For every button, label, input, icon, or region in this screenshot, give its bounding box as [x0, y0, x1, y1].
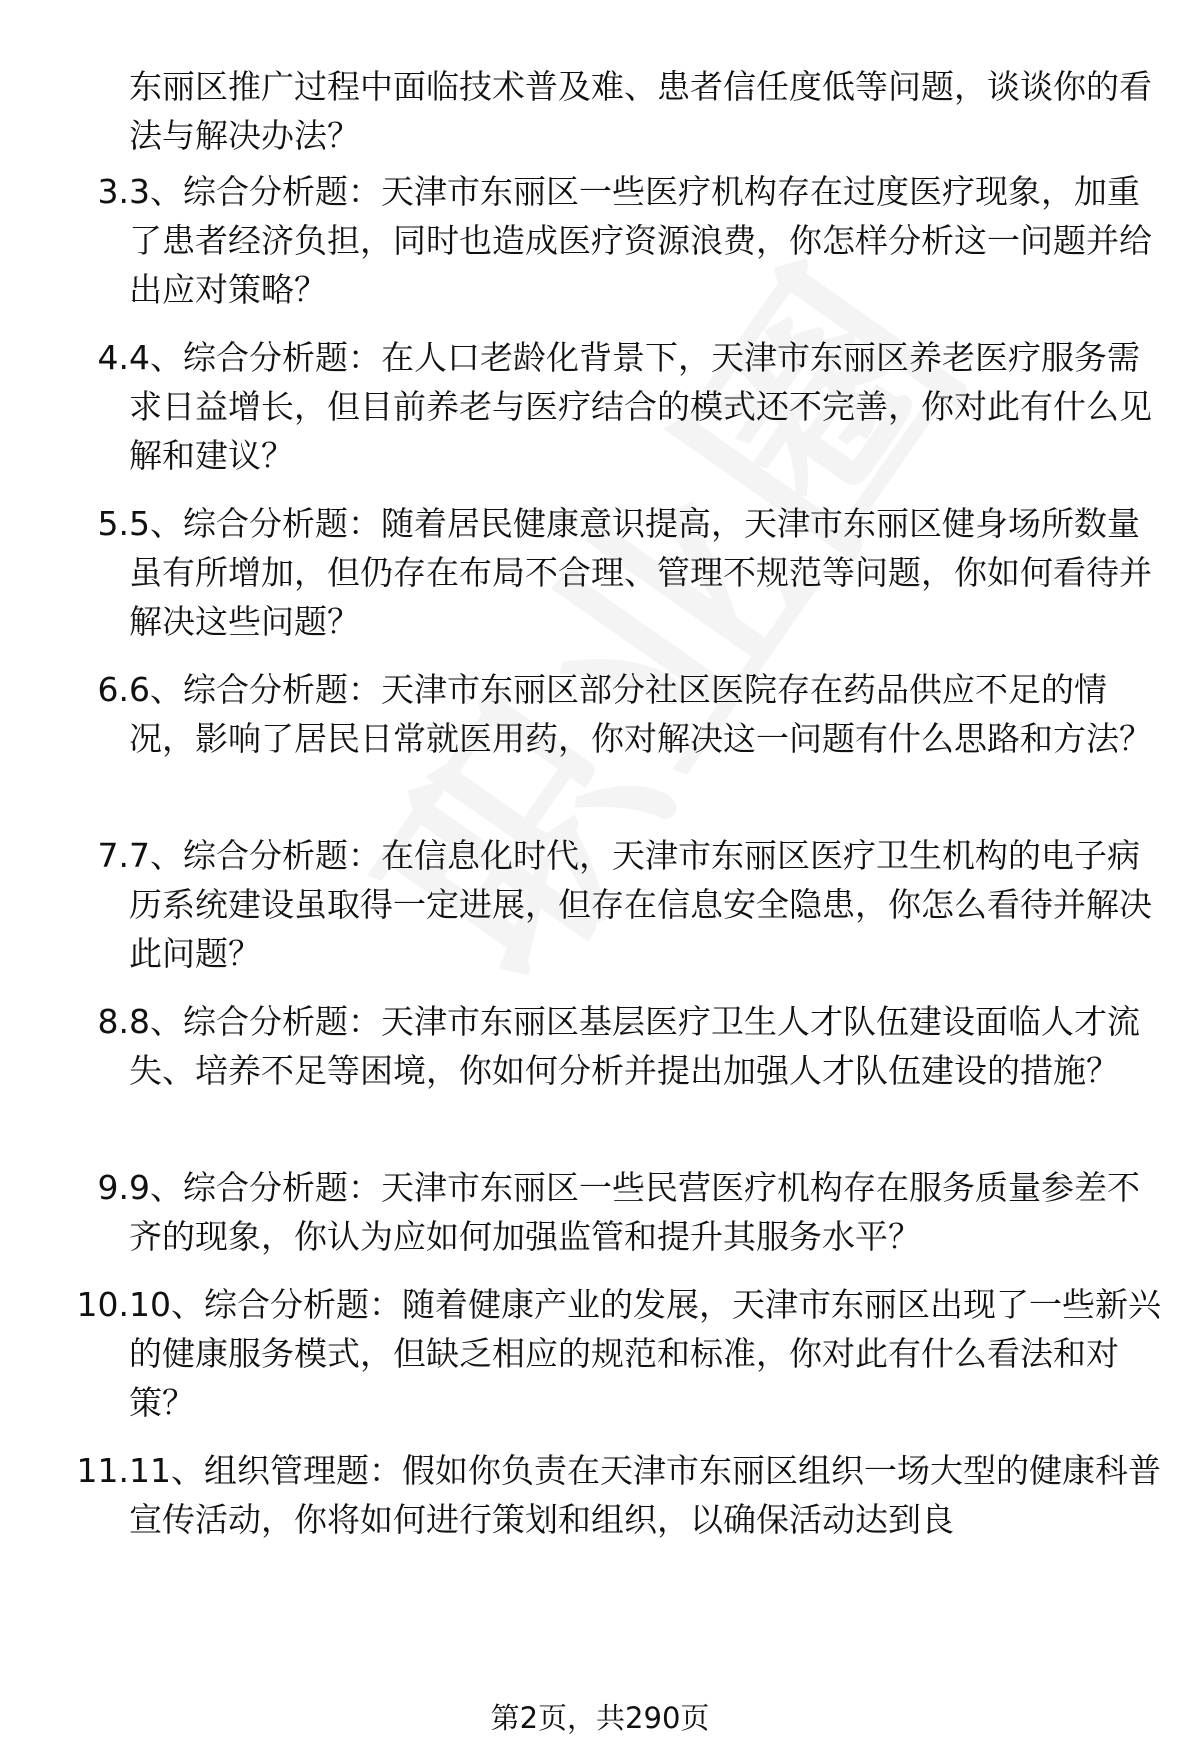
question-number: 8.	[97, 1002, 129, 1041]
question-number: 4.	[97, 338, 129, 377]
question-text: 8、综合分析题：天津市东丽区基层医疗卫生人才队伍建设面临人才流失、培养不足等困境，你如何分析并提出加强人才队伍建设的措施？	[129, 1002, 1140, 1090]
question-text: 9、综合分析题：天津市东丽区一些民营医疗机构存在服务质量参差不齐的现象，你认为应如何加强监管和提升其服务水平？	[129, 1168, 1140, 1256]
question-text: 4、综合分析题：在人口老龄化背景下，天津市东丽区养老医疗服务需求日益增长，但目前养老与医疗结合的模式还不完善，你对此有什么见解和建议？	[129, 338, 1152, 475]
question-number: 7.	[97, 836, 129, 875]
question-number: 5.	[97, 504, 129, 543]
continuation-paragraph: 东丽区推广过程中面临技术普及难、患者信任度低等问题，谈谈你的看法与解决办法？	[129, 67, 1152, 155]
question-text: 3、综合分析题：天津市东丽区一些医疗机构存在过度医疗现象，加重了患者经济负担，同时也造成医疗资源浪费，你怎样分析这一问题并给出应对策略？	[129, 172, 1152, 309]
page-footer: 第2页，共290页	[490, 1701, 710, 1735]
question-text: 11、组织管理题：假如你负责在天津市东丽区组织一场大型的健康科普宣传活动，你将如何进行策划和组织，以确保活动达到良	[129, 1451, 1161, 1539]
question-text: 5、综合分析题：随着居民健康意识提高，天津市东丽区健身场所数量虽有所增加，但仍存在布局不合理、管理不规范等问题，你如何看待并解决这些问题？	[129, 504, 1152, 641]
question-number: 9.	[97, 1168, 129, 1207]
question-number: 11.	[76, 1451, 129, 1490]
question-text: 6、综合分析题：天津市东丽区部分社区医院存在药品供应不足的情况，影响了居民日常就医用药，你对解决这一问题有什么思路和方法？	[129, 670, 1152, 758]
question-number: 10.	[76, 1285, 129, 1324]
question-text: 7、综合分析题：在信息化时代，天津市东丽区医疗卫生机构的电子病历系统建设虽取得一定进展，但存在信息安全隐患，你怎么看待并解决此问题？	[129, 836, 1152, 973]
question-number: 3.	[97, 172, 129, 211]
question-number: 6.	[97, 670, 129, 709]
question-text: 10、综合分析题：随着健康产业的发展，天津市东丽区出现了一些新兴的健康服务模式，但缺乏相应的规范和标准，你对此有什么看法和对策？	[129, 1285, 1161, 1422]
